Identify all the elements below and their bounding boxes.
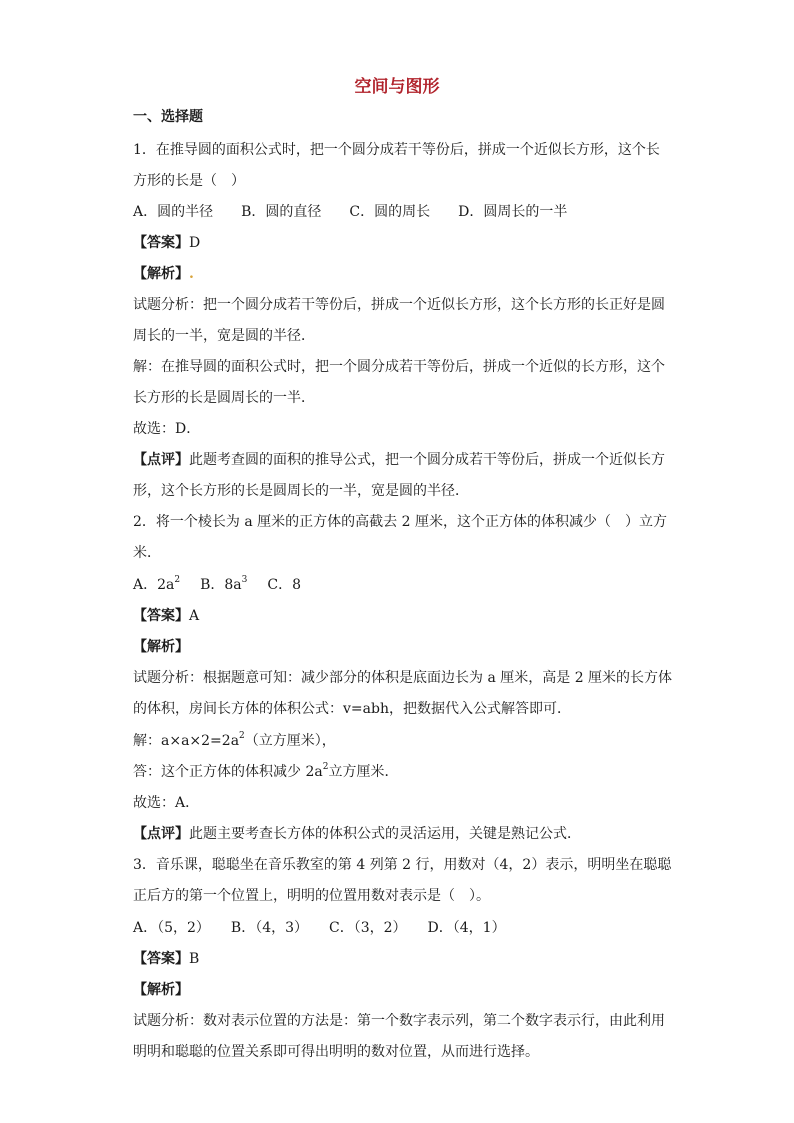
answer-value: D <box>189 235 201 251</box>
comment-text: 此题主要考查长方体的体积公式的灵活运用，关键是熟记公式． <box>189 826 581 842</box>
answer-label: 【答案】 <box>133 951 189 967</box>
section-heading: 一、选择题 <box>133 109 203 125</box>
q2-options <box>133 575 673 595</box>
analysis-label: 【解析】 <box>133 266 189 282</box>
q1-solution-line1: 解：在推导圆的面积公式时，把一个圆分成若干等份后，拼成一个近似的长方形，这个 <box>133 359 665 375</box>
q3-analysis-heading: 【解析】 <box>133 982 189 998</box>
solution-text: 解：a×a×2=2a <box>133 733 240 749</box>
comment-label: 【点评】 <box>133 452 189 468</box>
answer-value: A <box>189 608 200 624</box>
solution-exponent: 2 <box>239 731 245 742</box>
reply-exponent: 2 <box>322 762 329 773</box>
q2-analysis-line2: 的体积，房间长方体的体积公式：v=abh，把数据代入公式解答即可． <box>133 701 571 717</box>
q1-options: A．圆的半径 B．圆的直径 C．圆的周长 D．圆周长的一半 <box>133 204 568 220</box>
q2-answer <box>133 606 673 626</box>
analysis-mark: . <box>189 266 194 282</box>
q3-analysis-line1: 试题分析：数对表示位置的方法是：第一个数字表示列，第二个数字表示行，由此利用 <box>133 1013 665 1029</box>
reply-text: 答：这个正方体的体积减少 2a <box>133 764 323 780</box>
option-a-exponent: 2 <box>174 575 181 586</box>
option-a: A．2a <box>133 577 175 593</box>
q1-answer <box>133 233 673 253</box>
q2-comment <box>133 824 673 844</box>
q2-stem-line1: 2．将一个棱长为 a 厘米的正方体的高截去 2 厘米，这个正方体的体积减少（ ）立方 <box>133 514 667 530</box>
answer-label: 【答案】 <box>133 608 189 624</box>
q1-choice: 故选：D． <box>133 421 201 437</box>
q1-stem-line1: 1．在推导圆的面积公式时，把一个圆分成若干等份后，拼成一个近似长方形，这个长 <box>133 142 660 158</box>
answer-value: B <box>189 951 200 967</box>
comment-label: 【点评】 <box>133 826 189 842</box>
option-b: B．8a <box>200 577 242 593</box>
q3-analysis-line2: 明明和聪聪的位置关系即可得出明明的数对位置，从而进行选择。 <box>133 1044 539 1060</box>
q1-comment-line2: 形，这个长方形的长是圆周长的一半，宽是圆的半径． <box>133 483 469 499</box>
q1-analysis-heading <box>133 264 673 284</box>
q1-solution-line2: 长方形的长是圆周长的一半． <box>133 390 315 406</box>
option-c: C．8 <box>267 577 302 593</box>
answer-label: 【答案】 <box>133 235 189 251</box>
q1-analysis-line1: 试题分析：把一个圆分成若干等份后，拼成一个近似长方形，这个长方形的长正好是圆 <box>133 297 665 313</box>
comment-text: 此题考查圆的面积的推导公式，把一个圆分成若干等份后，拼成一个近似长方 <box>189 452 665 468</box>
option-b-exponent: 3 <box>241 575 248 586</box>
q1-analysis-line2: 周长的一半，宽是圆的半径． <box>133 328 315 344</box>
q2-choice: 故选：A． <box>133 795 200 811</box>
q2-stem-line2: 米． <box>133 545 161 561</box>
q1-stem-line2: 方形的长是（ ） <box>133 173 245 189</box>
page-title: 空间与图形 <box>354 77 440 97</box>
q3-stem-line1: 3．音乐课，聪聪坐在音乐教室的第 4 列第 2 行，用数对（4，2）表示，明明坐在聪聪 <box>133 857 672 873</box>
q1-comment-line1 <box>133 450 673 470</box>
q2-analysis-heading: 【解析】 <box>133 639 189 655</box>
q3-answer <box>133 949 673 969</box>
q2-reply <box>133 762 673 782</box>
q2-analysis-line1: 试题分析：根据题意可知：减少部分的体积是底面边长为 a 厘米，高是 2 厘米的长方体 <box>133 670 673 686</box>
solution-unit: （立方厘米）， <box>244 733 336 749</box>
reply-unit: 立方厘米． <box>328 764 399 780</box>
q2-solution <box>133 731 673 751</box>
q3-stem-line2: 正后方的第一个位置上，明明的位置用数对表示是（ ）。 <box>133 888 490 904</box>
q3-options: A．（5，2） B．（4，3） C．（3，2） D．（4，1） <box>133 920 506 936</box>
